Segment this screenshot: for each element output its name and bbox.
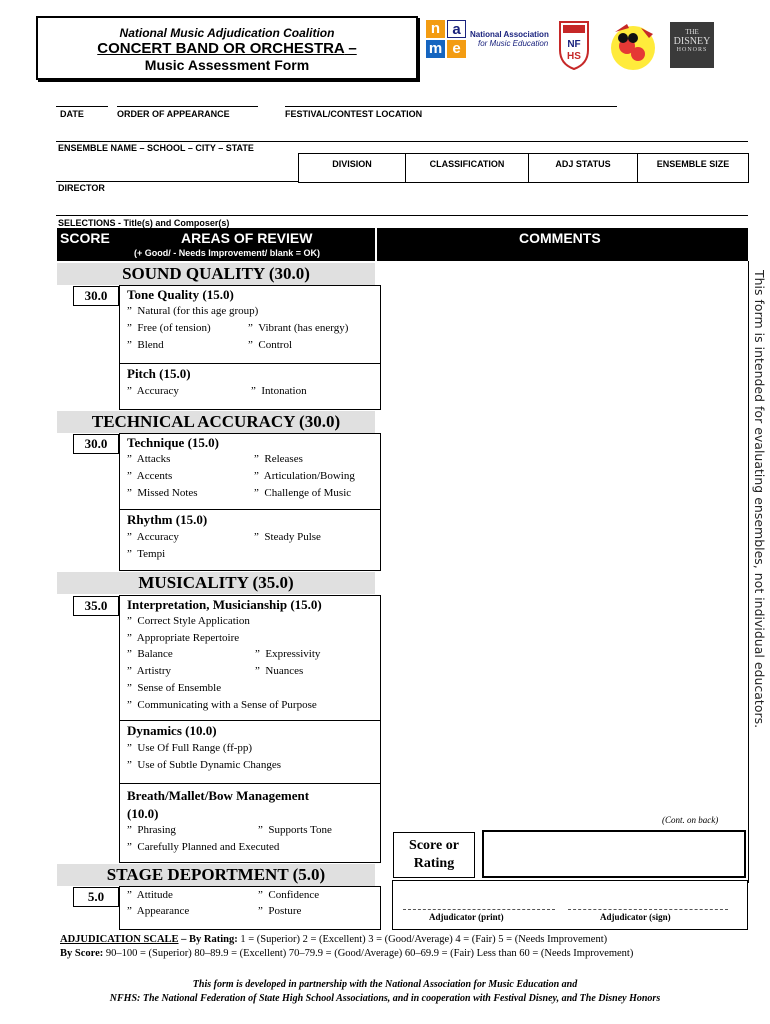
location-label: FESTIVAL/CONTEST LOCATION — [285, 109, 423, 119]
check-mark: ” — [127, 339, 132, 351]
technique-title: Technique (15.0) — [127, 435, 219, 450]
tone-item-label: Free (of tension) — [137, 322, 211, 334]
check-mark: ” — [127, 889, 132, 901]
stage-item — [258, 905, 301, 917]
classification-cell[interactable]: CLASSIFICATION — [406, 154, 529, 182]
order-label: ORDER OF APPEARANCE — [117, 109, 230, 119]
rhythm-item — [127, 548, 165, 560]
footer-line1: This form is developed in partnership with the National Association for Music Education and — [192, 979, 578, 990]
ensemble-line[interactable] — [56, 141, 748, 142]
division-table — [298, 153, 749, 183]
form-title-dash: – — [344, 40, 357, 57]
check-mark: ” — [255, 648, 260, 660]
breath-management-points: (10.0) — [127, 806, 159, 821]
disney-honors-logo — [670, 22, 714, 68]
check-mark: ” — [127, 453, 132, 465]
interpretation-item — [127, 665, 171, 677]
dynamics-title: Dynamics (10.0) — [127, 723, 217, 738]
check-mark: ” — [127, 699, 132, 711]
vertical-note — [751, 270, 770, 740]
comments-column-header: COMMENTS — [519, 230, 601, 246]
disney-line2: DISNEY — [673, 36, 711, 47]
technique-item-label: Missed Notes — [137, 487, 198, 499]
check-mark: ” — [127, 841, 132, 853]
check-mark: ” — [127, 385, 132, 397]
adjudicator-box — [392, 880, 748, 930]
interpretation-item — [255, 665, 303, 677]
selections-label: SELECTIONS - Title(s) and Composer(s) — [58, 218, 230, 228]
scale-score-text: 90–100 = (Superior) 80–89.9 = (Excellent) 70–79.9 = (Good/Average) 60–69.9 = (Fair) Less than 60 = (Needs Improvement) — [103, 948, 634, 959]
rhythm-title: Rhythm (15.0) — [127, 512, 208, 527]
tone-item-label: Natural (for this age group) — [137, 305, 259, 317]
check-mark: ” — [127, 305, 132, 317]
technique-item-label: Releases — [264, 453, 303, 465]
vertical-note-text: This form is intended for evaluating ensembles, not individual educators. — [752, 270, 767, 729]
interpretation-item — [127, 632, 239, 644]
check-mark: ” — [127, 905, 132, 917]
score-rating-input[interactable] — [482, 830, 746, 878]
check-mark: ” — [127, 531, 132, 543]
form-title — [38, 40, 416, 57]
header-divider — [375, 228, 377, 261]
stage-item — [258, 889, 319, 901]
svg-text:NF: NF — [567, 39, 581, 50]
pitch-item-label: Accuracy — [136, 385, 179, 397]
adj-status-cell[interactable]: ADJ STATUS — [529, 154, 638, 182]
check-mark: ” — [127, 615, 132, 627]
section-technical-accuracy: TECHNICAL ACCURACY (30.0) — [57, 411, 375, 433]
dynamics-item-label: Use of Subtle Dynamic Changes — [137, 759, 281, 771]
check-mark: ” — [127, 470, 132, 482]
check-mark: ” — [127, 742, 132, 754]
nfhs-logo — [558, 20, 590, 70]
sound-score-box[interactable]: 30.0 — [73, 286, 119, 306]
rhythm-item-label: Tempi — [137, 548, 166, 560]
ensemble-label: ENSEMBLE NAME – SCHOOL – CITY – STATE — [58, 143, 254, 153]
interpretation-item — [127, 699, 317, 711]
score-label-line2: Rating — [413, 856, 455, 871]
adjudication-scale-score — [60, 948, 633, 959]
director-label: DIRECTOR — [58, 183, 105, 193]
location-line[interactable] — [285, 106, 617, 107]
scale-rating-prefix: – By Rating: — [178, 934, 238, 945]
review-header-bar — [57, 228, 748, 261]
breath-management-title: Breath/Mallet/Bow Management — [127, 788, 310, 803]
technique-item — [127, 487, 198, 499]
rhythm-item-label: Accuracy — [136, 531, 179, 543]
breath-item-label: Supports Tone — [268, 824, 332, 836]
scale-rating-text: 1 = (Superior) 2 = (Excellent) 3 = (Good/Average) 4 = (Fair) 5 = (Needs Improvement) — [237, 934, 608, 945]
stage-score-box[interactable]: 5.0 — [73, 887, 119, 907]
form-title-text: CONCERT BAND OR ORCHESTRA — [97, 40, 345, 57]
check-mark: ” — [127, 548, 132, 560]
stage-item-label: Attitude — [136, 889, 173, 901]
nafme-line2: for Music Education — [478, 39, 549, 48]
technique-item — [254, 453, 303, 465]
interpretation-item — [127, 648, 173, 660]
musicality-score-box[interactable]: 35.0 — [73, 596, 119, 616]
disney-line3: HONORS — [676, 47, 708, 53]
technique-item-label: Articulation/Bowing — [263, 470, 355, 482]
score-rating-label — [393, 832, 475, 878]
interpretation-item-label: Communicating with a Sense of Purpose — [137, 699, 317, 711]
technique-item-label: Challenge of Music — [264, 487, 352, 499]
rating-key: (+ Good/ - Needs Improvement/ blank = OK) — [134, 248, 321, 258]
breath-item-label: Carefully Planned and Executed — [137, 841, 280, 853]
section-sound-quality: SOUND QUALITY (30.0) — [57, 263, 375, 285]
director-line[interactable] — [56, 181, 298, 182]
check-mark: ” — [255, 665, 260, 677]
tone-item — [127, 339, 164, 351]
dynamics-item — [127, 742, 252, 754]
stage-item-label: Confidence — [268, 889, 320, 901]
pitch-item-label: Intonation — [261, 385, 307, 397]
nafme-logo-text — [470, 30, 549, 48]
interpretation-item-label: Expressivity — [265, 648, 321, 660]
score-label-line1: Score or — [409, 838, 459, 853]
interpretation-item-label: Sense of Ensemble — [137, 682, 222, 694]
interpretation-item-label: Correct Style Application — [137, 615, 250, 627]
interpretation-item-label: Artistry — [136, 665, 172, 677]
check-mark: ” — [127, 322, 132, 334]
interpretation-item-label: Appropriate Repertoire — [136, 632, 240, 644]
adjudicator-print-label: Adjudicator (print) — [429, 912, 504, 922]
tone-item — [248, 339, 292, 351]
technical-score-box[interactable]: 30.0 — [73, 434, 119, 454]
tone-item — [248, 322, 348, 334]
rhythm-item — [127, 531, 179, 543]
stage-item — [127, 889, 173, 901]
breath-item-label: Phrasing — [137, 824, 176, 836]
stage-item-label: Appearance — [136, 905, 190, 917]
breath-item — [127, 841, 279, 853]
division-cell[interactable]: DIVISION — [299, 154, 406, 182]
check-mark: ” — [258, 824, 263, 836]
order-line[interactable] — [117, 106, 258, 107]
interpretation-title: Interpretation, Musicianship (15.0) — [127, 597, 322, 612]
check-mark: ” — [254, 470, 259, 482]
check-mark: ” — [254, 453, 259, 465]
date-label: DATE — [60, 109, 84, 119]
logo-letter-m: m — [426, 40, 445, 58]
scale-label: ADJUDICATION SCALE — [60, 934, 179, 945]
check-mark: ” — [248, 322, 253, 334]
breath-item — [127, 824, 176, 836]
nafme-line1: National Association — [470, 30, 549, 39]
logo-letter-n: n — [426, 20, 445, 38]
technique-item — [254, 470, 355, 482]
adjudication-scale-rating — [60, 934, 607, 945]
check-mark: ” — [258, 889, 263, 901]
tone-item — [127, 322, 211, 334]
check-mark: ” — [127, 648, 132, 660]
scale-score-prefix: By Score: — [60, 948, 104, 959]
form-header — [36, 16, 418, 80]
rhythm-item — [254, 531, 321, 543]
logo-letter-a: a — [447, 20, 466, 38]
ensemble-size-cell[interactable]: ENSEMBLE SIZE — [656, 159, 730, 169]
pitch-title: Pitch (15.0) — [127, 366, 191, 381]
interpretation-item-label: Balance — [137, 648, 173, 660]
tone-item-label: Control — [258, 339, 293, 351]
tone-item — [127, 305, 258, 317]
check-mark: ” — [127, 682, 132, 694]
dynamics-item — [127, 759, 281, 771]
check-mark: ” — [127, 759, 132, 771]
footer-line2: NFHS: The National Federation of State High School Associations, and in cooperation with Festival Disney, and The Disney Honors — [109, 993, 661, 1004]
selections-line[interactable] — [56, 215, 748, 216]
tone-item-label: Vibrant (has energy) — [258, 322, 349, 334]
interpretation-item — [127, 682, 221, 694]
score-column-header: SCORE — [60, 230, 110, 246]
check-mark: ” — [254, 487, 259, 499]
check-mark: ” — [127, 632, 132, 644]
adjudicator-sign-label: Adjudicator (sign) — [600, 912, 671, 922]
pitch-item — [127, 385, 179, 397]
areas-column-header: AREAS OF REVIEW — [181, 230, 313, 246]
interpretation-item — [127, 615, 250, 627]
form-subtitle: Music Assessment Form — [144, 57, 310, 73]
stage-item-label: Posture — [268, 905, 302, 917]
check-mark: ” — [127, 824, 132, 836]
date-line[interactable] — [56, 106, 108, 107]
interpretation-item — [255, 648, 320, 660]
nafme-logo — [426, 20, 468, 60]
adjudicator-print-line[interactable] — [403, 909, 555, 910]
festival-disney-logo — [605, 16, 661, 76]
rhythm-item-label: Steady Pulse — [264, 531, 321, 543]
check-mark: ” — [258, 905, 263, 917]
disney-line1: THE — [685, 28, 699, 36]
organization-name: National Music Adjudication Coalition — [119, 26, 335, 40]
technique-item-label: Accents — [136, 470, 173, 482]
dynamics-item-label: Use Of Full Range (ff-pp) — [137, 742, 253, 754]
section-musicality: MUSICALITY (35.0) — [57, 572, 375, 594]
svg-text:HS: HS — [567, 51, 581, 62]
technique-item-label: Attacks — [136, 453, 171, 465]
logo-letter-e: e — [447, 40, 466, 58]
technique-item — [127, 470, 172, 482]
adjudicator-sign-line[interactable] — [568, 909, 728, 910]
comments-area[interactable] — [380, 261, 749, 883]
breath-item — [258, 824, 332, 836]
check-mark: ” — [251, 385, 256, 397]
technique-item — [127, 453, 170, 465]
technique-item — [254, 487, 351, 499]
check-mark: ” — [248, 339, 253, 351]
continued-note: (Cont. on back) — [662, 815, 719, 825]
stage-item — [127, 905, 189, 917]
check-mark: ” — [127, 665, 132, 677]
check-mark: ” — [127, 487, 132, 499]
tone-item-label: Blend — [137, 339, 164, 351]
interpretation-item-label: Nuances — [265, 665, 304, 677]
section-stage-deportment: STAGE DEPORTMENT (5.0) — [57, 864, 375, 886]
pitch-item — [251, 385, 307, 397]
check-mark: ” — [254, 531, 259, 543]
tone-quality-title: Tone Quality (15.0) — [127, 287, 234, 302]
